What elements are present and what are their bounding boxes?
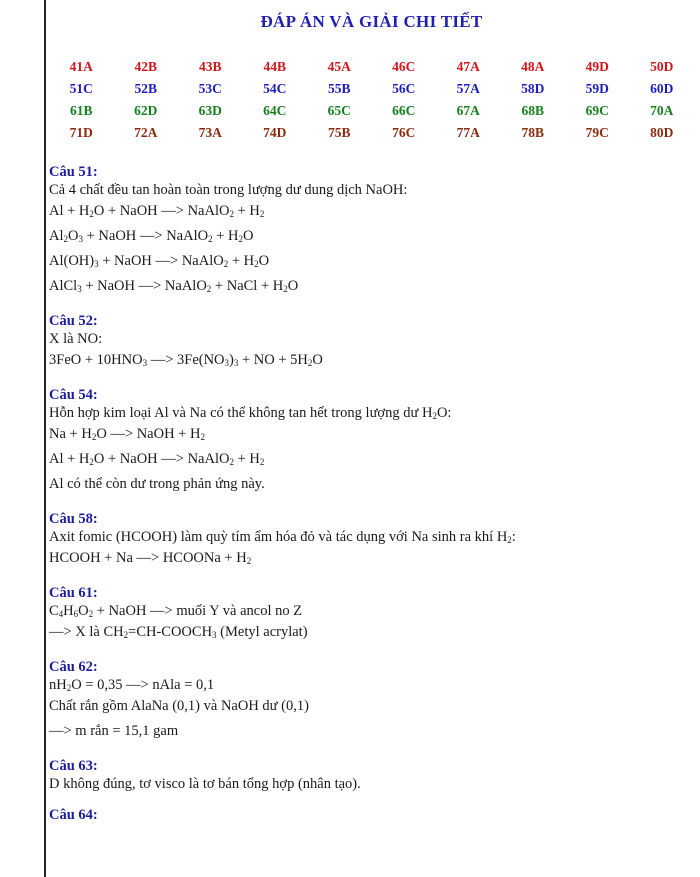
solution-line: $Al + H_2O$ + NaOH —> NaAlO$_2$ + $H_2$ <box>49 203 265 219</box>
answer-cell: 55B <box>327 81 351 96</box>
question-heading: Câu 58: <box>49 511 98 527</box>
answer-cell: 46C <box>392 59 416 74</box>
answer-cell: 79C <box>585 125 609 140</box>
answer-cell: 41A <box>69 59 93 74</box>
answer-cell: 57A <box>456 81 480 96</box>
solution-line: $nH_2O = 0,35$ —> nAla = 0,1 <box>49 677 215 693</box>
page-title: ĐÁP ÁN VÀ GIẢI CHI TIẾT <box>260 12 483 31</box>
solution-line: —> X là $CH_2=CH-COOCH_3$ (Metyl acrylat) <box>49 624 308 640</box>
answer-cell: 59D <box>585 81 609 96</box>
answer-cell: 49D <box>585 59 609 74</box>
solution-line: Cả 4 chất đều tan hoàn toàn trong lượng dư dung dịch NaOH: <box>49 182 408 198</box>
answer-cell: 64C <box>263 103 287 118</box>
answer-cell: 66C <box>392 103 416 118</box>
answer-cell: 72A <box>134 125 158 140</box>
answer-cell: 75B <box>327 125 351 140</box>
answer-cell: 74D <box>263 125 287 140</box>
answer-row <box>49 100 694 122</box>
solution-line: —> m rắn = 15,1 gam <box>49 723 179 739</box>
answer-cell: 73A <box>198 125 222 140</box>
answer-cell: 54C <box>263 81 287 96</box>
answer-row <box>49 122 694 144</box>
question-heading: Câu 63: <box>49 758 98 774</box>
left-margin-rule <box>44 0 46 877</box>
answer-cell: 44B <box>263 59 286 74</box>
question-block <box>49 758 689 793</box>
answer-cell: 43B <box>198 59 222 74</box>
question-heading: Câu 62: <box>49 659 98 675</box>
answer-row <box>49 78 694 100</box>
answer-cell: 62D <box>134 103 158 118</box>
question-block <box>49 164 689 299</box>
question-block <box>49 511 689 571</box>
answer-cell: 47A <box>456 59 480 74</box>
answer-cell: 70A <box>650 103 674 118</box>
answer-cell: 77A <box>456 125 480 140</box>
solution-line: $Al_2O_3$ + NaOH —> NaAlO$_2$ + $H_2O$ <box>49 228 254 244</box>
answer-cell: 60D <box>650 81 674 96</box>
answer-cell: 78B <box>521 125 544 140</box>
question-heading: Câu 54: <box>49 387 98 403</box>
question-block <box>49 807 689 824</box>
answer-cell: 50D <box>650 59 674 74</box>
answer-cell: 58D <box>521 81 545 96</box>
answer-cell: 51C <box>69 81 93 96</box>
answer-cell: 68B <box>521 103 544 118</box>
solution-line: $C_4H_6O_2$ + NaOH —> muối Y và ancol no Z <box>49 603 303 619</box>
answer-cell: 65C <box>327 103 351 118</box>
answer-cell: 76C <box>392 125 416 140</box>
answer-cell: 67A <box>456 103 480 118</box>
question-heading: Câu 61: <box>49 585 98 601</box>
question-heading: Câu 51: <box>49 164 98 180</box>
question-heading: Câu 64: <box>49 807 98 823</box>
question-heading: Câu 52: <box>49 313 98 329</box>
answer-cell: 52B <box>134 81 157 96</box>
solutions-list <box>49 164 689 824</box>
answer-key-table <box>49 56 694 144</box>
answer-cell: 80D <box>650 125 674 140</box>
answer-cell: 63D <box>198 103 222 118</box>
solution-line: AlCl$_3$ + NaOH —> NaAlO$_2$ + NaCl + $H_2O$ <box>49 278 299 294</box>
solution-line: $Na + H_2O$ —> NaOH + $H_2$ <box>49 426 205 442</box>
question-block <box>49 585 689 645</box>
solution-line: X là NO: <box>49 331 103 347</box>
solution-line: $Al(OH)_3$ + NaOH —> NaAlO$_2$ + $H_2O$ <box>49 253 270 269</box>
answer-row <box>49 56 694 78</box>
answer-cell: 53C <box>198 81 222 96</box>
answer-cell: 71D <box>69 125 93 140</box>
solution-line: D không đúng, tơ visco là tơ bán tổng hợp (nhân tạo). <box>49 776 361 792</box>
solution-line: $Al + H_2O$ + NaOH —> NaAlO$_2$ + $H_2$ <box>49 451 265 467</box>
answer-cell: 69C <box>585 103 609 118</box>
answer-cell: 61B <box>69 103 93 118</box>
solution-line: HCOOH + Na —> HCOONa + $H_2$ <box>49 550 252 566</box>
answer-cell: 48A <box>521 59 545 74</box>
solution-line: Hỗn hợp kim loại Al và Na có thể không tan hết trong lượng dư $H_2O$: <box>49 405 452 421</box>
answer-cell: 56C <box>392 81 416 96</box>
question-block <box>49 387 689 497</box>
question-block <box>49 659 689 744</box>
solution-line: Al có thể còn dư trong phản ứng này. <box>49 476 265 492</box>
solution-line: Axit fomic (HCOOH) làm quỳ tím ẩm hóa đỏ và tác dụng với Na sinh ra khí $H_2$: <box>49 529 516 545</box>
solution-line: Chất rắn gồm AlaNa (0,1) và NaOH dư (0,1) <box>49 698 309 714</box>
answer-cell: 45A <box>327 59 351 74</box>
solution-line: $3FeO + 10HNO_3$ —> $3Fe(NO_3)_3$ + NO + $5H_2O$ <box>49 352 323 368</box>
question-block <box>49 313 689 373</box>
answer-cell: 42B <box>134 59 157 74</box>
